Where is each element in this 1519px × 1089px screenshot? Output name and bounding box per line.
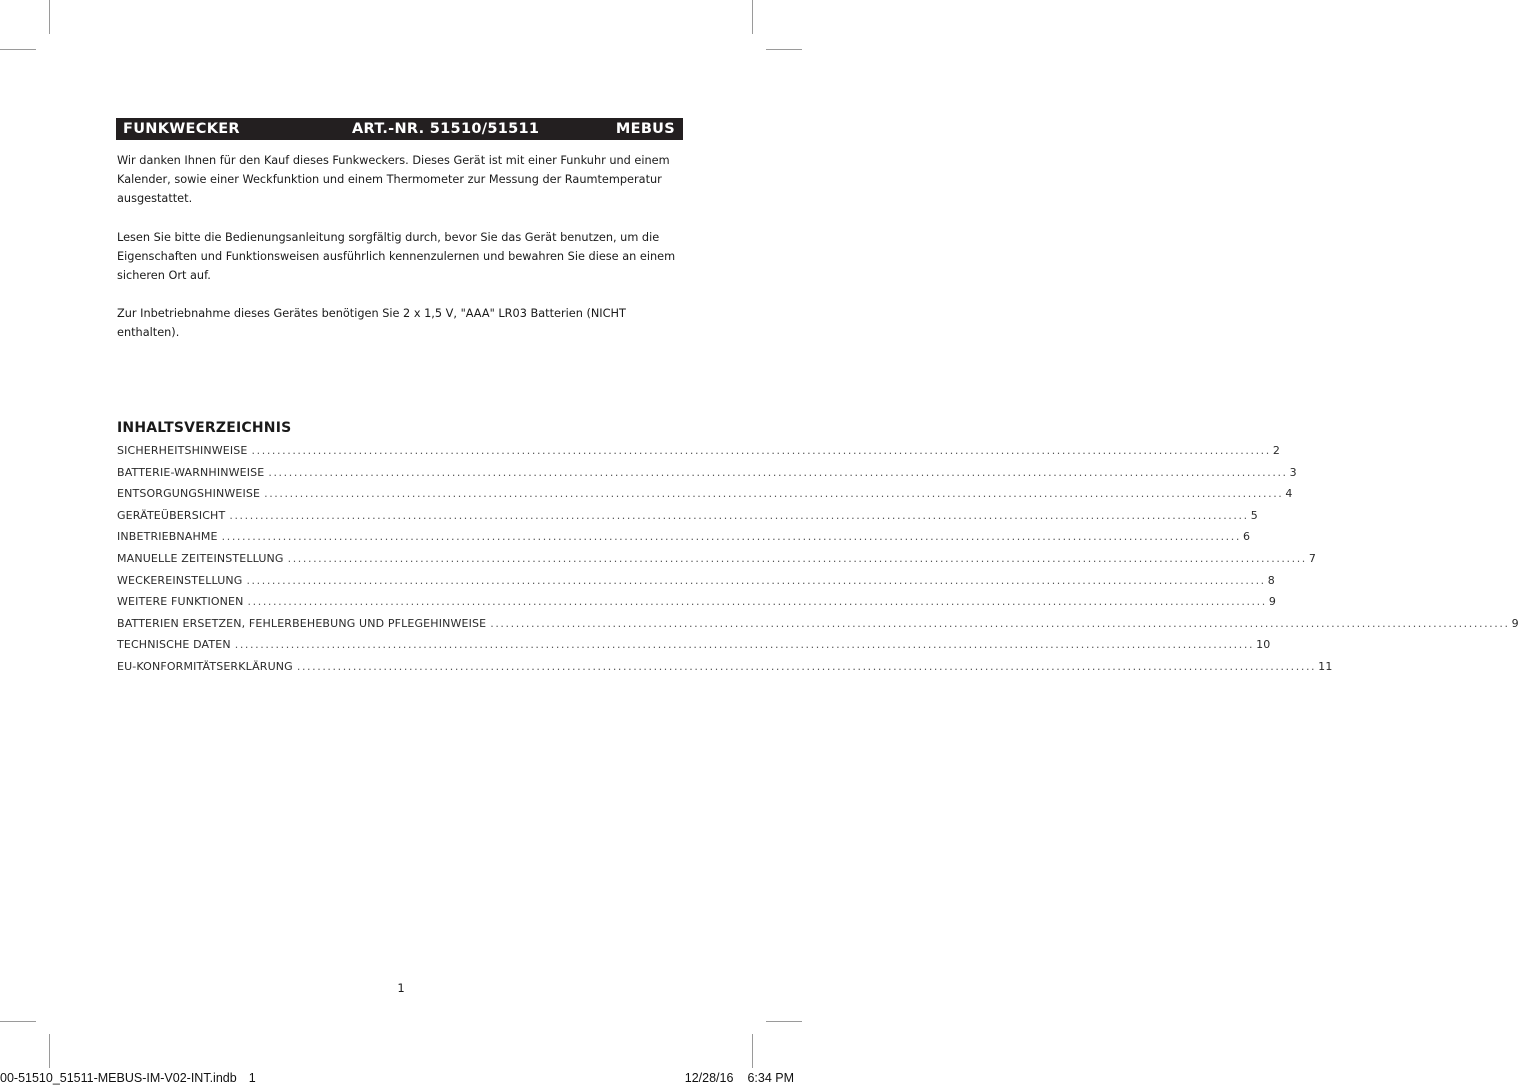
- toc-entry-page: 7: [1308, 551, 1317, 565]
- toc-entry-label: WEITERE FUNKTIONEN: [117, 595, 244, 609]
- toc-entry-label: BATTERIEN ERSETZEN, FEHLERBEHEBUNG UND PFLEGEHINWEISE: [117, 616, 487, 630]
- product-title: FUNKWECKER: [123, 121, 240, 137]
- toc-entry-label: WECKEREINSTELLUNG: [117, 573, 243, 587]
- toc-entry-page: 8: [1267, 573, 1275, 587]
- toc-entry: [117, 444, 1281, 466]
- toc-entry-label: GERÄTEÜBERSICHT: [117, 508, 226, 522]
- toc-entry-label: BATTERIE-WARNHINWEISE: [117, 465, 265, 479]
- toc-dot-leader: ........................................................................................................................................................................................................: [490, 616, 1510, 630]
- slug-file-page: 1: [248, 1071, 256, 1085]
- crop-mark: [752, 1034, 753, 1068]
- toc-entry-label: SICHERHEITSHINWEISE: [117, 444, 248, 457]
- print-slug-file: [0, 1071, 256, 1085]
- toc-entry: [117, 573, 1275, 596]
- toc-dot-leader: ........................................................................................................................................................................................................: [296, 659, 1317, 673]
- crop-mark: [49, 1034, 50, 1068]
- toc-entry-label: EU-KONFORMITÄTSERKLÄRUNG: [117, 659, 293, 673]
- toc-entry-page: 9: [1268, 595, 1277, 609]
- crop-mark: [0, 49, 36, 50]
- table-of-contents: [117, 444, 1519, 682]
- toc-dot-leader: ........................................................................................................................................................................................................: [247, 595, 1267, 609]
- slug-time: 6:34 PM: [747, 1071, 794, 1085]
- slug-file-name: 00-51510_51511-MEBUS-IM-V02-INT.indb: [0, 1071, 237, 1085]
- toc-entry-page: 3: [1289, 465, 1297, 479]
- toc-entry: [117, 465, 1297, 488]
- toc-dot-leader: ........................................................................................................................................................................................................: [268, 465, 1288, 479]
- toc-entry-page: 4: [1285, 487, 1293, 501]
- toc-entry: [117, 595, 1277, 617]
- toc-entry: [117, 508, 1258, 531]
- crop-mark: [0, 1021, 36, 1022]
- toc-entry-label: MANUELLE ZEITEINSTELLUNG: [117, 551, 284, 565]
- toc-entry: [117, 616, 1519, 639]
- page-number: 1: [397, 981, 405, 995]
- toc-dot-leader: ........................................................................................................................................................................................................: [251, 444, 1271, 457]
- toc-entry-page: 2: [1272, 444, 1281, 457]
- toc-entry-label: INBETRIEBNAHME: [117, 530, 218, 544]
- toc-dot-leader: ........................................................................................................................................................................................................: [264, 487, 1284, 501]
- intro-paragraph-read-manual: Lesen Sie bitte die Bedienungsanleitung sorgfältig durch, bevor Sie das Gerät benutzen, um die Eigenschaften und Funktionsweisen ausführlich kennenzulernen und bewahren Sie diese an einem sicheren Ort auf.: [117, 231, 676, 283]
- toc-entry-page: 9: [1511, 616, 1519, 630]
- toc-entry-label: ENTSORGUNGSHINWEISE: [117, 487, 261, 501]
- toc-entry-label: TECHNISCHE DATEN: [117, 638, 231, 652]
- article-number: ART.-NR. 51510/51511: [352, 121, 540, 137]
- toc-entry-page: 6: [1242, 530, 1251, 544]
- toc-dot-leader: ........................................................................................................................................................................................................: [221, 530, 1241, 544]
- toc-heading: INHALTSVERZEICHNIS: [117, 420, 292, 436]
- slug-date: 12/28/16: [684, 1071, 734, 1085]
- toc-entry-page: 11: [1318, 659, 1333, 673]
- crop-mark: [49, 0, 50, 34]
- document-header-bar: [116, 118, 683, 140]
- toc-entry: [117, 487, 1293, 509]
- toc-dot-leader: ........................................................................................................................................................................................................: [246, 573, 1266, 587]
- toc-entry: [117, 551, 1317, 574]
- crop-mark: [766, 49, 802, 50]
- toc-entry: [117, 659, 1333, 682]
- toc-entry-page: 5: [1250, 508, 1258, 522]
- crop-mark: [766, 1021, 802, 1022]
- toc-dot-leader: ........................................................................................................................................................................................................: [287, 551, 1307, 565]
- brand-name: MEBUS: [615, 121, 675, 137]
- toc-entry: [117, 638, 1271, 660]
- toc-dot-leader: ........................................................................................................................................................................................................: [234, 638, 1255, 652]
- intro-paragraph-thanks: Wir danken Ihnen für den Kauf dieses Funkweckers. Dieses Gerät ist mit einer Funkuhr und einem Kalender, sowie einer Weckfunktion und einem Thermometer zur Messung der Raumtemperatur ausgestattet.: [117, 154, 670, 206]
- crop-mark: [752, 0, 753, 34]
- print-slug-timestamp: [685, 1071, 794, 1085]
- toc-entry-page: 10: [1256, 638, 1271, 652]
- toc-entry: [117, 530, 1251, 552]
- toc-dot-leader: ........................................................................................................................................................................................................: [229, 508, 1249, 522]
- intro-paragraph-batteries: Zur Inbetriebnahme dieses Gerätes benötigen Sie 2 x 1,5 V, "AAA" LR03 Batterien (NICHT enthalten).: [117, 307, 626, 340]
